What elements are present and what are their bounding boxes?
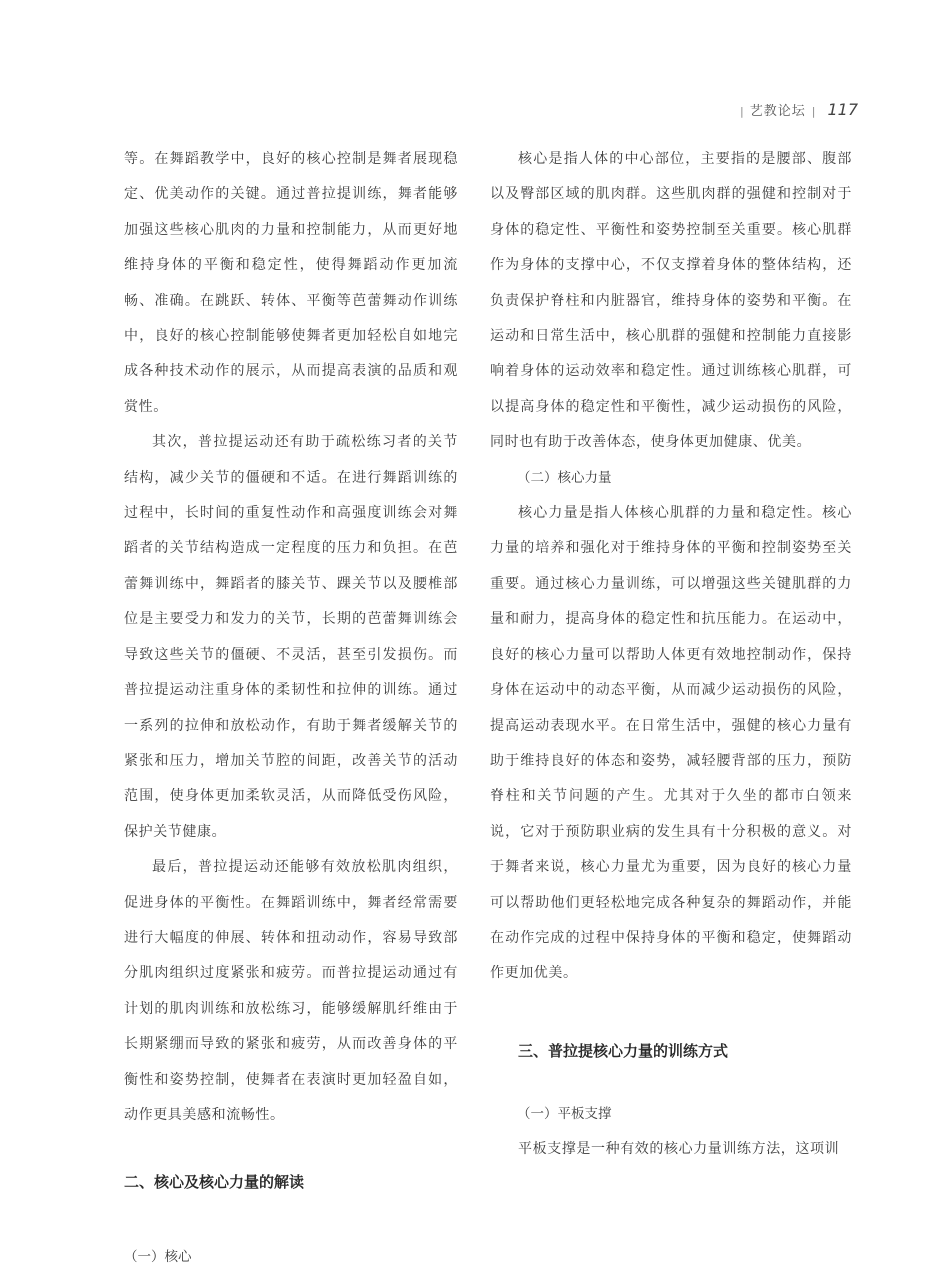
left-paragraph-2: 其次，普拉提运动还有助于疏松练习者的关节结构，减少关节的僵硬和不适。在进行舞蹈训练的过程中，长时间的重复性动作和高强度训练会对舞蹈者的关节结构造成一定程度的压力和负担。在芭蕾舞训练中，舞蹈者的膝关节、踝关节以及腰椎部位是主要受力和发力的关节，长期的芭蕾舞训练会导致这些关节的僵硬、不灵活，甚至引发损伤。而普拉提运动注重身体的柔韧性和拉伸的训练。通过一系列的拉伸和放松动作，有助于舞者缓解关节的紧张和压力，增加关节腔的间距，改善关节的活动范围，使身体更加柔软灵活，从而降低受伤风险，保护关节健康。 (124, 434, 458, 840)
running-header (740, 100, 858, 119)
right-paragraph-1: 核心是指人体的中心部位，主要指的是腰部、腹部以及臀部区域的肌肉群。这些肌肉群的强健和控制对于身体的稳定性、平衡性和姿势控制至关重要。核心肌群作为身体的支撑中心，不仅支撑着身体的整体结构，还负责保护脊柱和内脏器官，维持身体的姿势和平衡。在运动和日常生活中，核心肌群的强健和控制能力直接影响着身体的运动效率和稳定性。通过训练核心肌群，可以提高身体的稳定性和平衡性，减少运动损伤的风险，同时也有助于改善体态，使身体更加健康、优美。 (490, 151, 852, 451)
section-heading-2: 二、核心及核心力量的解读 (124, 1173, 305, 1192)
header-divider-left: | (740, 105, 744, 118)
right-paragraph-3: 平板支撑是一种有效的核心力量训练方法，这项训 (518, 1141, 840, 1158)
left-paragraph-3: 最后，普拉提运动还能够有效放松肌肉组织，促进身体的平衡性。在舞蹈训练中，舞者经常需要进行大幅度的伸展、转体和扭动动作，容易导致部分肌肉组织过度紧张和疲劳。而普拉提运动通过有计划的肌肉训练和放松练习，能够缓解肌纤维由于长期紧绷而导致的紧张和疲劳，从而改善身体的平衡性和姿势控制，使舞者在表演时更加轻盈自如，动作更具美感和流畅性。 (124, 859, 458, 1123)
subheading-core: （一）核心 (124, 1249, 192, 1266)
page-number: 117 (827, 100, 858, 119)
section-heading-3: 三、普拉提核心力量的训练方式 (518, 1041, 729, 1060)
subheading-plank: （一）平板支撑 (517, 1105, 612, 1122)
journal-name: 艺教论坛 (749, 104, 806, 119)
right-column (490, 142, 852, 1168)
left-column (124, 142, 458, 1276)
right-paragraph-2: 核心力量是指人体核心肌群的力量和稳定性。核心力量的培养和强化对于维持身体的平衡和控制姿势至关重要。通过核心力量训练，可以增强这些关键肌群的力量和耐力，提高身体的稳定性和抗压能力。在运动中，良好的核心力量可以帮助人体更有效地控制动作，保持身体在运动中的动态平衡，从而减少运动损伤的风险，提高运动表现水平。在日常生活中，强健的核心力量有助于维持良好的体态和姿势，减轻腰背部的压力，预防脊柱和关节问题的产生。尤其对于久坐的都市白领来说，它对于预防职业病的发生具有十分积极的意义。对于舞者来说，核心力量尤为重要，因为良好的核心力量可以帮助他们更轻松地完成各种复杂的舞蹈动作，并能在动作完成的过程中保持身体的平衡和稳定，使舞蹈动作更加优美。 (490, 505, 852, 982)
left-paragraph-1: 等。在舞蹈教学中，良好的核心控制是舞者展现稳定、优美动作的关键。通过普拉提训练，舞者能够加强这些核心肌肉的力量和控制能力，从而更好地维持身体的平衡和稳定性，使得舞蹈动作更加流畅、准确。在跳跃、转体、平衡等芭蕾舞动作训练中，良好的核心控制能够使舞者更加轻松自如地完成各种技术动作的展示，从而提高表演的品质和观赏性。 (124, 151, 458, 415)
subheading-core-strength: （二）核心力量 (517, 469, 612, 486)
header-divider-right: | (811, 105, 816, 118)
